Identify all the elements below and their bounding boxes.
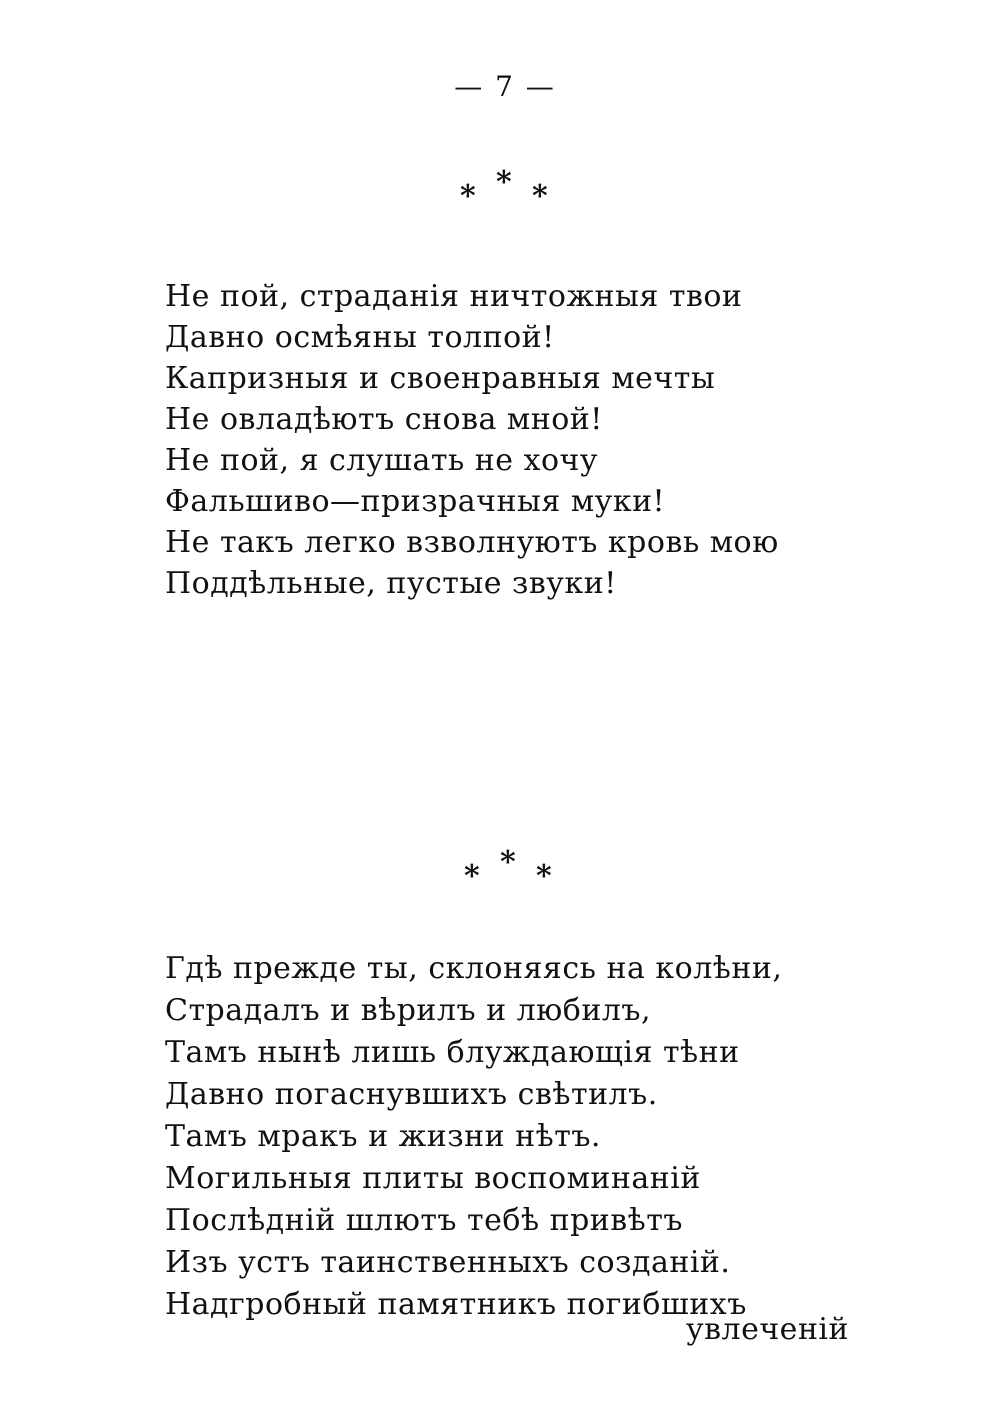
poem-line: Надгробный памятникъ погибшихъ	[165, 1287, 747, 1322]
poem-line: Могильныя плиты воспоминаній	[165, 1161, 701, 1196]
poem-line: Страдалъ и вѣрилъ и любилъ,	[165, 993, 652, 1028]
asterisk-mark: *	[500, 845, 516, 880]
poem-line: Не овладѣютъ снова мной!	[165, 402, 603, 437]
poem-line: Поддѣльные, пустые звуки!	[165, 566, 617, 601]
poem-stanza	[165, 276, 779, 604]
asterisk-mark: *	[460, 179, 476, 214]
poem-line: Гдѣ прежде ты, склоняясь на колѣни,	[165, 951, 783, 986]
poem-line: Не такъ легко взволнуютъ кровь мою	[165, 525, 779, 560]
asterisk-mark: *	[464, 859, 480, 894]
poem-line: Не пой, страданія ничтожныя твои	[165, 279, 743, 314]
poem-line: Тамъ нынѣ лишь блуждающія тѣни	[165, 1035, 740, 1070]
asterisk-mark: *	[532, 179, 548, 214]
poem-line: Тамъ мракъ и жизни нѣтъ.	[165, 1119, 601, 1154]
poem-line: Капризныя и своенравныя мечты	[165, 361, 716, 396]
page-number: — 7 —	[454, 70, 556, 103]
poem-line: Не пой, я слушать не хочу	[165, 443, 599, 478]
asterisk-mark: *	[496, 165, 512, 200]
asterism-separator	[450, 845, 570, 898]
poem-line: Послѣдній шлютъ тебѣ привѣтъ	[165, 1203, 683, 1238]
poem-line-continuation: увлеченій	[686, 1312, 850, 1347]
poem-line: Давно погаснувшихъ свѣтилъ.	[165, 1077, 658, 1112]
poem-line: Фальшиво—призрачныя муки!	[165, 484, 666, 519]
poem-line: Изъ устъ таинственныхъ созданій.	[165, 1245, 731, 1280]
poem-line: Давно осмѣяны толпой!	[165, 320, 555, 355]
asterisk-mark: *	[536, 859, 552, 894]
poem-stanza	[165, 948, 782, 1326]
asterism-separator	[446, 165, 566, 218]
